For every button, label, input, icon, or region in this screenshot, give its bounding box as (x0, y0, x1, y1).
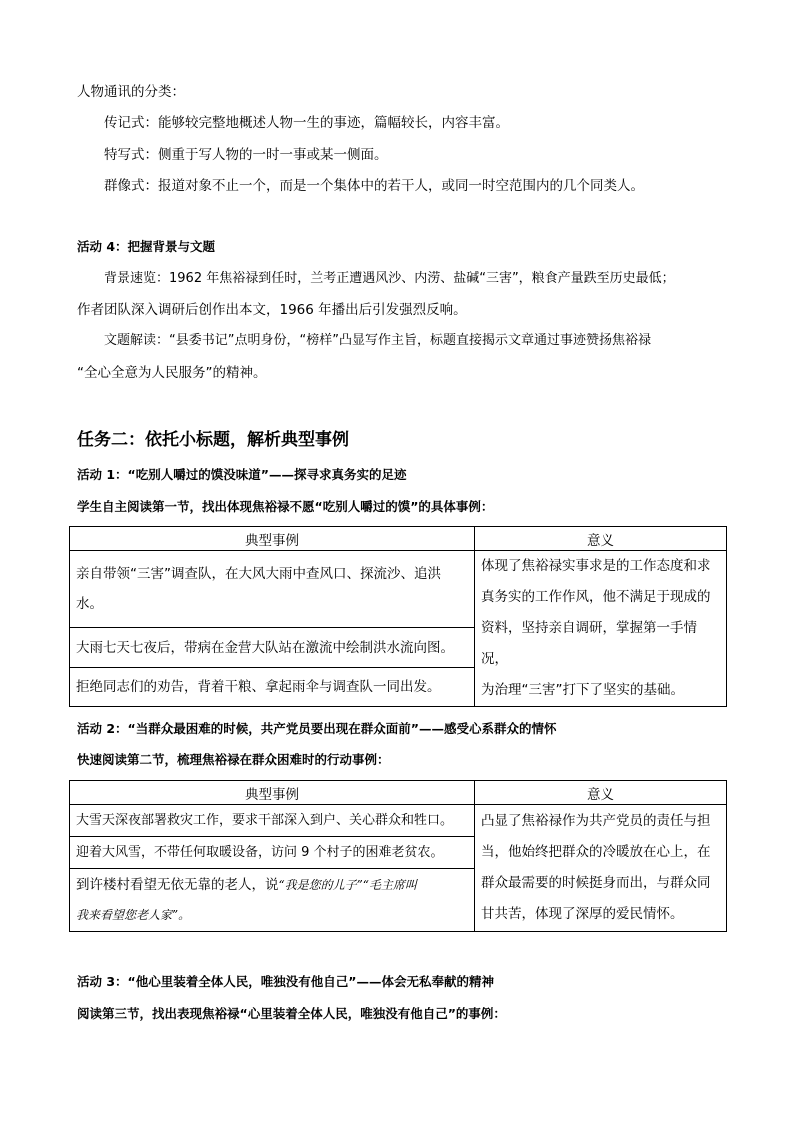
type-group: 群像式：报道对象不止一个，而是一个集体中的若干人，或同一时空范围内的几个同类人。 (104, 178, 644, 194)
classification-intro: 人物通讯的分类： (77, 84, 185, 100)
activity3-instruction: 阅读第三节，找出表现焦裕禄“心里装着全体人民，唯独没有他自己”的事例： (77, 1006, 506, 1021)
event-cell (70, 628, 475, 667)
activity1-title: 活动 1：“吃别人嚼过的馍没味道”——探寻求真务实的足迹 (77, 467, 407, 482)
event-cell (70, 551, 475, 628)
type-feature: 特写式：侧重于写人物的一时一事或某一侧面。 (104, 147, 388, 163)
event-cell (70, 837, 475, 869)
activity4-title: 活动 4：把握背景与文题 (77, 239, 216, 254)
background-line2: 作者团队深入调研后创作出本文，1966 年播出后引发强烈反响。 (77, 302, 467, 318)
activity1-instruction: 学生自主阅读第一节，找出体现焦裕禄不愿“吃别人嚼过的馍”的具体事例： (77, 499, 494, 514)
title-interpretation-line2: “全心全意为人民服务”的精神。 (77, 365, 267, 381)
event-text: 亲自带领“三害”调查队，在大风大雨中查风口、探流沙、追洪 (76, 566, 441, 583)
type-biographical: 传记式：能够较完整地概述人物一生的事迹，篇幅较长，内容丰富。 (104, 115, 509, 131)
header-significance: 意义 (475, 781, 727, 805)
event-quote: 我来看望您老人家”。 (76, 908, 191, 922)
header-significance: 意义 (475, 527, 727, 551)
significance-text: 凸显了焦裕禄作为共产党员的责任与担 (481, 813, 711, 829)
task2-heading: 任务二：依托小标题，解析典型事例 (77, 430, 349, 450)
table-row (70, 805, 727, 837)
activity1-table (69, 526, 727, 707)
significance-text: 甘共苦，体现了深厚的爱民情怀。 (481, 906, 684, 922)
header-typical-event: 典型事例 (70, 781, 475, 805)
header-typical-event: 典型事例 (70, 527, 475, 551)
event-text: 拒绝同志们的劝告，背着干粮、拿起雨伞与调查队一同出发。 (76, 678, 441, 695)
event-cell (70, 805, 475, 837)
event-text: 到许楼村看望无依无靠的老人，说 (76, 877, 279, 893)
significance-text: 为治理“三害”打下了坚实的基础。 (481, 682, 684, 698)
event-text: 水。 (76, 596, 103, 613)
activity2-table (69, 780, 727, 932)
activity2-instruction: 快速阅读第二节，梳理焦裕禄在群众困难时的行动事例： (77, 752, 390, 767)
background-line1: 背景速览：1962 年焦裕禄到任时，兰考正遭遇风沙、内涝、盐碱“三害”，粮食产量跌至历史最低； (104, 271, 675, 286)
significance-text: 资料，坚持亲自调研，掌握第一手情况， (481, 620, 697, 667)
event-cell (70, 869, 475, 932)
activity3-title: 活动 3：“他心里装着全体人民，唯独没有他自己”——体会无私奉献的精神 (77, 974, 494, 989)
table-row (70, 551, 727, 628)
event-text: 迎着大风雪，不带任何取暖设备，访问 9 个村子的困难老贫农。 (76, 844, 444, 860)
significance-text: 体现了焦裕禄实事求是的工作态度和求 (481, 558, 711, 574)
significance-cell (475, 551, 727, 707)
table-header-row (70, 527, 727, 551)
significance-text: 当，他始终把群众的冷暖放在心上，在 (481, 844, 711, 860)
event-text: 大雪天深夜部署救灾工作，要求干部深入到户、关心群众和牲口。 (76, 812, 454, 828)
significance-text: 群众最需要的时候挺身而出，与群众同 (481, 875, 711, 891)
event-text-line (76, 870, 468, 900)
title-interpretation-line1: 文题解读：“县委书记”点明身份，“榜样”凸显写作主旨，标题直接揭示文章通过事迹赞扬焦裕禄 (104, 333, 651, 348)
event-quote: “我是您的儿子”“毛主席叫 (278, 878, 417, 892)
event-text: 大雨七天七夜后，带病在金营大队站在激流中绘制洪水流向图。 (76, 639, 454, 656)
significance-cell (475, 805, 727, 932)
table-header-row (70, 781, 727, 805)
significance-text: 真务实的工作作风，他不满足于现成的 (481, 589, 711, 605)
event-cell (70, 667, 475, 706)
activity2-title: 活动 2：“当群众最困难的时候，共产党员要出现在群众面前”——感受心系群众的情怀 (77, 721, 557, 736)
